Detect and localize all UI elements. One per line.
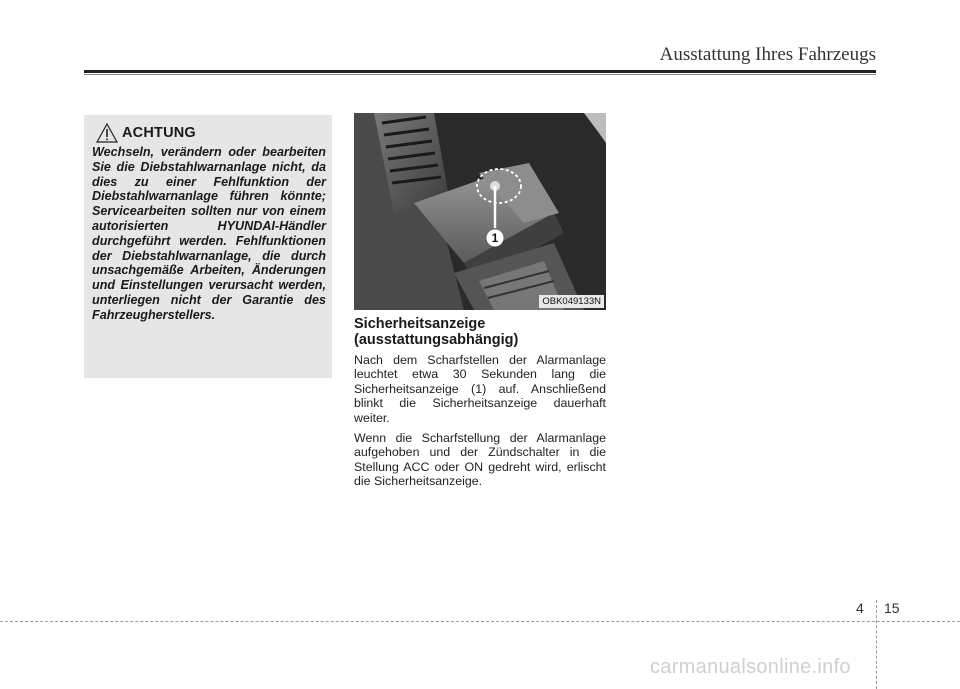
footer-divider xyxy=(0,621,960,622)
chapter-number: 4 xyxy=(856,600,864,616)
warning-box xyxy=(84,115,332,378)
security-indicator-photo xyxy=(354,113,606,310)
warning-text: Wechseln, verändern oder bearbeiten Sie die Diebstahlwarnanlage nicht, da dies zu einer Fehlfunktion der Diebstahlwarnanlage führen könnte; Servicearbeiten sollten nur von einem autorisierten HYUNDAI-Händler durchgeführt werden. Fehlfunktionen der Diebstahlwarnanlage, die durch unsachgemäße Arbeiten, Änderungen und Einstellungen verursacht werden, unterliegen nicht der Garantie des Fahrzeugherstellers. xyxy=(92,145,326,322)
warning-title: ACHTUNG xyxy=(122,125,196,141)
header-divider-thin xyxy=(84,74,876,75)
section-paragraph-2: Wenn die Scharfstellung der Alarmanlage aufgehoben und der Zündschalter in die Stellung ACC oder ON gedreht wird, erlischt die Sicherheitsanzeige. xyxy=(354,431,606,489)
warning-triangle-icon xyxy=(96,123,118,143)
figure-caption: OBK049133N xyxy=(539,295,604,308)
dashboard-illustration xyxy=(354,113,606,310)
watermark: carmanualsonline.info xyxy=(650,656,851,678)
warning-header xyxy=(96,123,326,143)
page-number: 15 xyxy=(884,600,900,616)
section-paragraph-1: Nach dem Scharfstellen der Alarmanlage leuchtet etwa 30 Sekunden lang die Sicherheitsanzeige (1) auf. Anschließend blinkt die Sicherheitsanzeige dauerhaft weiter. xyxy=(354,353,606,425)
header-divider xyxy=(84,70,876,73)
page-header-title: Ausstattung Ihres Fahrzeugs xyxy=(659,44,876,65)
callout-number: 1 xyxy=(491,231,499,245)
section-heading: Sicherheitsanzeige (ausstattungsabhängig) xyxy=(354,316,519,348)
footer-vertical-divider xyxy=(876,600,877,689)
